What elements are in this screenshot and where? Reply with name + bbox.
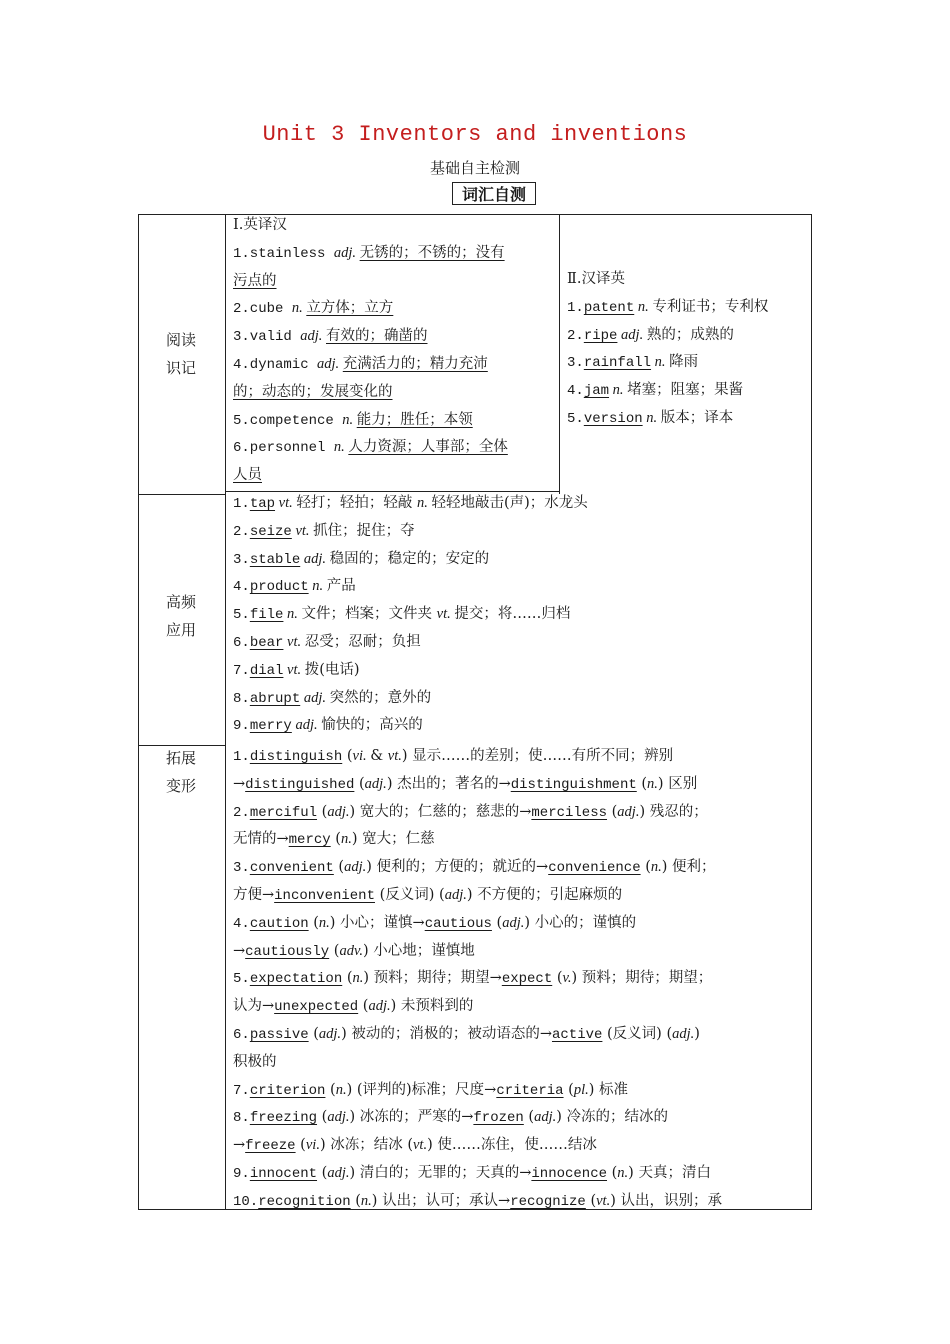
vocab-line	[233, 743, 808, 771]
vocab-text: merciful	[249, 804, 318, 821]
vocab-text: ) 冰冻；结冰 (	[319, 1137, 413, 1154]
vocab-text: ) 被动的；消极的；被动语态的→	[341, 1025, 552, 1042]
table-divider	[225, 214, 226, 1210]
vocab-text: 堵塞；阻塞；果酱	[627, 382, 744, 399]
vocab-text: n.	[333, 439, 349, 456]
vocab-text: ) 冷冻的；结冰的	[556, 1109, 669, 1126]
vocab-text: (	[640, 859, 651, 876]
vocab-text: ) 冰冻的；严寒的→	[349, 1109, 474, 1126]
vocab-text: n.	[360, 1192, 372, 1209]
vocab-text: 4.	[567, 383, 584, 400]
vocab-text: ) 清白的；无罪的；天真的→	[349, 1164, 532, 1181]
vocab-text: expectation	[249, 971, 343, 988]
vocab-text: 6.	[233, 634, 250, 651]
vocab-text: file	[249, 607, 284, 624]
vocab-text: mercy	[288, 832, 331, 849]
vocab-text: 1.	[233, 496, 250, 512]
vocab-text: (反义词) (	[374, 886, 445, 903]
vocab-line	[233, 938, 808, 966]
section-label-expand: 拓展 变形	[165, 749, 196, 795]
vocab-text: 稳固的；稳定的；安定的	[329, 550, 490, 567]
section-label-frequent: 高频 应用	[165, 593, 196, 639]
vocab-text: merciless	[531, 804, 608, 821]
vocab-text: 2.cube	[233, 301, 292, 318]
vocab-text: (	[358, 998, 369, 1015]
vocab-text: n.	[291, 300, 307, 317]
vocab-text: 9.	[233, 1165, 250, 1182]
vocab-text: adj.	[502, 914, 525, 931]
vocab-text: criteria	[496, 1082, 564, 1099]
vocab-line	[233, 965, 808, 993]
vocab-text: bear	[249, 634, 284, 651]
vocab-text: adj.	[444, 886, 467, 903]
vocab-text: 人员	[233, 467, 262, 484]
vocab-text: patent	[583, 299, 635, 316]
vocab-line	[233, 826, 808, 854]
vocab-text: n.	[642, 409, 661, 426]
vocab-text: adj.	[617, 803, 640, 820]
vocab-text: 7.	[233, 662, 250, 679]
vocab-text: 9.	[233, 718, 250, 735]
expand-lines	[233, 743, 808, 1216]
vocab-line	[233, 657, 808, 685]
vocab-text: stable	[249, 551, 301, 568]
vocab-text: (	[330, 831, 341, 848]
vocab-text: ) (评判的)标准；尺度→	[346, 1081, 497, 1098]
vocab-text: n.	[283, 606, 302, 623]
vocab-text: 轻轻地敲击(声)；水龙头	[431, 495, 588, 511]
vocab-text: (	[308, 914, 319, 931]
section-box-label: 词汇自测	[452, 182, 536, 205]
vocab-text: adv.	[339, 942, 363, 959]
vocab-text: vt.	[387, 748, 402, 764]
vocab-text: distinguished	[245, 776, 355, 793]
vocab-text: n.	[634, 298, 653, 315]
vocab-text: 5.	[233, 971, 250, 988]
vocab-text: 文件；档案；文件夹	[301, 606, 437, 623]
vocab-line	[567, 349, 807, 377]
vocab-text: unexpected	[274, 999, 359, 1016]
vocab-text: rainfall	[583, 355, 652, 372]
vocab-text: 1.stainless	[233, 245, 334, 262]
vocab-line	[233, 434, 553, 462]
vocab-text: jam	[583, 383, 610, 400]
page-title: Unit 3 Inventors and inventions	[262, 122, 688, 147]
vocab-text: (	[350, 1192, 361, 1209]
vocab-text: adj.	[300, 689, 330, 706]
vocab-text: 1.	[233, 749, 250, 765]
vocab-text: version	[583, 410, 643, 427]
vocab-text: 污点的	[233, 272, 277, 289]
vocab-text: (	[317, 1109, 328, 1126]
vocab-text: adj.	[317, 355, 343, 372]
vocab-text: 愉快的；高兴的	[321, 717, 423, 734]
vocab-text: ) 认出，识别；承	[610, 1192, 722, 1209]
table-divider	[138, 494, 225, 495]
vocab-text: adj.	[364, 775, 387, 792]
vocab-text: ) 小心地；谨慎地	[362, 942, 475, 959]
vocab-text: 6.	[233, 1026, 250, 1043]
vocab-text: 专利证书；专利权	[652, 298, 769, 315]
vocab-text: (	[308, 1025, 319, 1042]
vocab-text: 5.competence	[233, 412, 343, 429]
vocab-text: 忍受；忍耐；负担	[304, 633, 421, 650]
vocab-text: n.	[647, 775, 658, 792]
vocab-text: n.	[651, 354, 670, 371]
vocab-text: frozen	[473, 1110, 524, 1127]
vocab-text: 4.	[233, 579, 250, 596]
vocab-text: (反义词) (	[602, 1025, 673, 1042]
vocab-text: vt.	[436, 606, 455, 623]
vocab-line	[233, 295, 553, 323]
vocab-text: adj.	[344, 859, 367, 876]
vocab-line	[233, 323, 553, 351]
table-divider	[559, 214, 560, 494]
vocab-text: ripe	[583, 327, 618, 344]
part2-heading: Ⅱ.汉译英	[567, 271, 625, 287]
vocab-text: 7.	[233, 1082, 250, 1099]
vocab-text: (	[585, 1192, 597, 1209]
vocab-text: 无情的→	[233, 831, 289, 848]
vocab-line	[233, 462, 553, 490]
vocab-line	[233, 712, 808, 740]
vocab-line	[233, 799, 808, 827]
vocab-text: active	[551, 1026, 603, 1043]
part1-heading: Ⅰ.英译汉	[233, 217, 287, 233]
vocab-text: 有效的；确凿的	[326, 328, 428, 345]
page-subtitle: 基础自主检测	[429, 159, 520, 177]
vocab-line	[233, 685, 808, 713]
vocab-text: ) 不方便的；引起麻烦的	[466, 886, 623, 903]
vocab-text: ) 未预料到的	[390, 998, 474, 1015]
vocab-text: ) 预料；期待；期望；	[571, 970, 713, 987]
vocab-text: vt.	[275, 495, 297, 511]
vocab-text: 产品	[326, 578, 356, 595]
vocab-text: ) 预料；期待；期望→	[363, 970, 502, 987]
vocab-text: vt.	[283, 633, 305, 650]
vocab-line	[567, 322, 807, 350]
vocab-line	[233, 854, 808, 882]
vocab-text: 方便→	[233, 886, 275, 903]
vocab-text: 无锈的；不锈的；没有	[359, 244, 505, 261]
vocab-text: v.	[562, 970, 572, 987]
vocab-text: cautiously	[245, 943, 330, 960]
vocab-text: adj.	[534, 1109, 557, 1126]
part1-block	[233, 212, 553, 490]
vocab-text: passive	[249, 1026, 309, 1043]
vocab-text: convenience	[548, 860, 641, 877]
vocab-text: ) 便利；	[661, 859, 716, 876]
vocab-line	[233, 601, 808, 629]
vocab-text: 人力资源；人事部；全体	[348, 439, 508, 456]
vocab-text: (	[552, 970, 563, 987]
vocab-text: n.	[416, 495, 432, 511]
vocab-text: 积极的	[233, 1053, 277, 1070]
vocab-text: expect	[501, 971, 553, 988]
vocab-line	[233, 1104, 808, 1132]
vocab-line	[233, 993, 808, 1021]
vocab-text: 突然的；意外的	[329, 689, 432, 706]
vocab-line	[567, 377, 807, 405]
vocab-text: freezing	[249, 1110, 318, 1127]
vocab-text: 熟的；成熟的	[646, 326, 734, 343]
vocab-text: )	[694, 1025, 700, 1042]
vocab-text: n.	[617, 1164, 629, 1181]
vocab-text: inconvenient	[274, 887, 375, 904]
vocab-text: ) 使……冻住，使……结冰	[427, 1137, 597, 1154]
part1-lines	[233, 240, 553, 490]
vocab-text: adj.	[300, 550, 330, 567]
vocab-text: 降雨	[669, 354, 699, 371]
vocab-line	[233, 1021, 808, 1049]
vocab-line	[233, 546, 808, 574]
vocab-text: ) 显示……的差别；使……有所不同；辨别	[401, 748, 674, 764]
vocab-text: 3.	[567, 355, 584, 372]
vocab-text: vi.	[305, 1137, 320, 1154]
vocab-text: vt.	[596, 1192, 611, 1209]
vocab-text: adj.	[368, 998, 391, 1015]
vocab-text: 拨(电话)	[304, 661, 360, 678]
vocab-text: (	[354, 775, 365, 792]
vocab-text: adj.	[327, 1164, 350, 1181]
vocab-text: n.	[650, 859, 662, 876]
vocab-text: ) 认出；认可；承认→	[371, 1192, 511, 1209]
vocab-line	[233, 1077, 808, 1105]
vocab-text: criterion	[249, 1082, 326, 1099]
vocab-line	[233, 1160, 808, 1188]
vocab-text: ) 宽大；仁慈	[351, 831, 435, 848]
vocab-line	[233, 882, 808, 910]
vocab-text: (	[342, 970, 353, 987]
vocab-text: 2.	[233, 523, 250, 540]
part2-block	[567, 266, 807, 433]
vocab-text: adj.	[327, 1109, 350, 1126]
vocab-text: cautious	[424, 915, 492, 932]
vocab-line	[233, 1188, 808, 1216]
vocab-text: n.	[335, 1081, 347, 1098]
vocab-text: ) 杰出的；著名的→	[386, 775, 511, 792]
vocab-text: 5.	[567, 410, 584, 427]
vocab-text: 3.valid	[233, 329, 301, 346]
vocab-text: (	[491, 914, 503, 931]
vocab-text: ) 便利的；方便的；就近的→	[366, 859, 549, 876]
vocab-text: distinguishment	[510, 776, 637, 793]
vocab-text: adj.	[291, 717, 322, 734]
vocab-line	[233, 240, 553, 268]
vocab-text: n.	[609, 382, 628, 399]
vocab-text: (	[342, 748, 353, 764]
vocab-text: (	[329, 942, 340, 959]
vocab-text: adj.	[300, 328, 326, 345]
vocab-text: adj.	[327, 803, 350, 820]
vocab-text: ) 残忍的；	[639, 803, 708, 820]
vocab-text: tap	[249, 496, 276, 512]
vocab-text: 10.	[233, 1193, 259, 1210]
vocab-text: 充满活力的；精力充沛	[342, 355, 488, 372]
vocab-text: (	[636, 775, 648, 792]
vocab-text: product	[249, 579, 309, 596]
vocab-text: 3.	[233, 551, 250, 568]
part2-lines	[567, 294, 807, 433]
vocab-text: (	[317, 803, 328, 820]
vocab-text: 的；动态的；发展变化的	[233, 383, 393, 400]
vocab-text: freeze	[245, 1138, 296, 1155]
vocab-line	[233, 379, 553, 407]
vocab-text: 认为→	[233, 998, 275, 1015]
vocab-line	[233, 1132, 808, 1160]
vocab-line	[233, 629, 808, 657]
vocab-text: 8.	[233, 1110, 250, 1127]
vocab-line	[233, 268, 553, 296]
vocab-text: n.	[340, 831, 352, 848]
vocab-line	[233, 490, 808, 518]
vocab-text: caution	[249, 915, 309, 932]
vocab-text: 抓住；捉住；夺	[313, 522, 415, 539]
vocab-text: abrupt	[249, 690, 301, 707]
frequent-lines	[233, 490, 808, 740]
vocab-text: ) 小心；谨慎→	[329, 914, 425, 931]
vocab-line	[233, 407, 553, 435]
vocab-text: ) 天真；清白	[628, 1164, 711, 1181]
vocab-text: ) 宽大的；仁慈的；慈悲的→	[349, 803, 532, 820]
section-label-reading: 阅读 识记	[165, 331, 196, 377]
vocab-text: pl.	[573, 1081, 589, 1098]
vocab-text: adj.	[672, 1025, 695, 1042]
vocab-text: vi.	[352, 748, 371, 764]
vocab-text: ) 标准	[588, 1081, 629, 1098]
vocab-text: (	[333, 859, 345, 876]
vocab-text: 立方体；立方	[306, 300, 394, 317]
vocab-text: 8.	[233, 690, 250, 707]
vocab-text: innocent	[249, 1165, 318, 1182]
vocab-text: 提交；将……归档	[454, 606, 571, 623]
vocab-text: ) 小心的；谨慎的	[524, 914, 637, 931]
vocab-text: ) 区别	[657, 775, 698, 792]
vocab-text: recognize	[510, 1193, 586, 1210]
vocab-text: n.	[342, 411, 357, 428]
vocab-line	[233, 1049, 808, 1077]
vocab-text: n.	[352, 970, 364, 987]
vocab-text: merry	[249, 718, 292, 735]
vocab-text: recognition	[258, 1193, 351, 1210]
vocab-text: n.	[308, 578, 327, 595]
vocab-text: →	[233, 942, 246, 959]
vocab-text: (	[563, 1081, 574, 1098]
vocab-line	[233, 910, 808, 938]
vocab-text: adj.	[617, 326, 647, 343]
vocab-text: (	[523, 1109, 535, 1126]
vocab-text: (	[325, 1081, 336, 1098]
vocab-text: (	[295, 1137, 306, 1154]
vocab-line	[233, 573, 808, 601]
vocab-line	[567, 405, 807, 433]
vocab-text: seize	[249, 523, 292, 540]
vocab-text: vt.	[291, 522, 314, 539]
vocab-line	[567, 294, 807, 322]
vocab-line	[233, 351, 553, 379]
vocab-text: 4.	[233, 915, 250, 932]
vocab-text: 5.	[233, 607, 250, 624]
vocab-text: (	[607, 1164, 618, 1181]
vocab-text: 1.	[567, 299, 584, 316]
vocab-text: dial	[249, 662, 284, 679]
vocab-text: 2.	[567, 327, 584, 344]
vocab-text: →	[233, 775, 246, 792]
vocab-text: vt.	[283, 661, 305, 678]
vocab-text: adj.	[333, 244, 360, 261]
vocab-text: 2.	[233, 804, 250, 821]
vocab-text: →	[233, 1137, 246, 1154]
vocab-text: 版本；译本	[660, 409, 734, 426]
vocab-text: (	[607, 803, 618, 820]
vocab-text: vt.	[413, 1137, 428, 1154]
vocab-text: 能力；胜任；本领	[356, 411, 473, 428]
vocab-text: adj.	[318, 1025, 342, 1042]
vocab-text: n.	[318, 914, 330, 931]
vocab-line	[233, 771, 808, 799]
vocab-text: 3.	[233, 860, 250, 877]
vocab-text: innocence	[531, 1165, 608, 1182]
vocab-text: convenient	[249, 860, 334, 877]
vocab-line	[233, 518, 808, 546]
vocab-text: 6.personnel	[233, 440, 334, 457]
vocab-text: 轻打；轻拍；轻敲	[296, 495, 417, 511]
vocab-text: (	[317, 1164, 328, 1181]
vocab-text: 4.dynamic	[233, 356, 318, 373]
vocab-text: distinguish	[249, 749, 343, 765]
vocab-text: &	[370, 748, 388, 764]
